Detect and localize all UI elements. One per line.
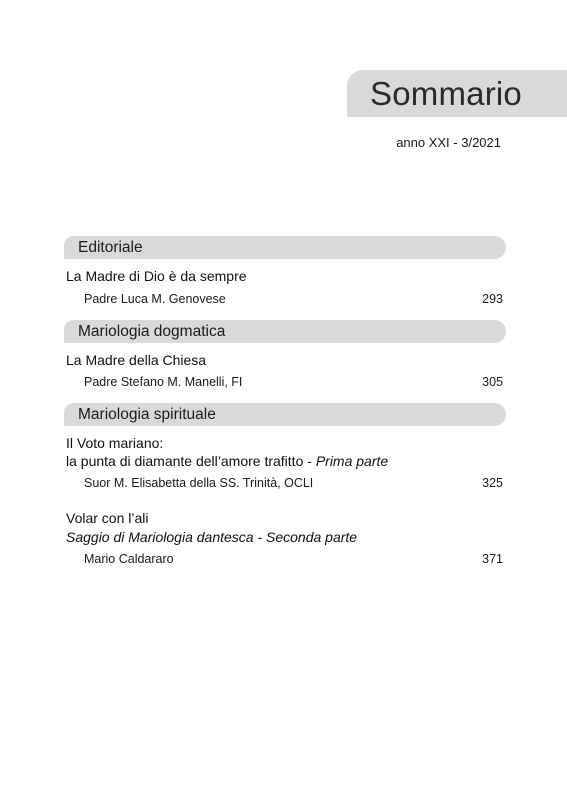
article-author: Mario Caldararo: [84, 552, 174, 566]
article-subtitle: Saggio di Mariologia dantesca - Seconda parte: [66, 529, 358, 545]
article-title-line2: [66, 452, 388, 470]
article-author: Suor M. Elisabetta della SS. Trinità, OCLI: [84, 476, 314, 490]
article-title: La Madre di Dio è da sempre: [66, 268, 247, 284]
article-title: La Madre della Chiesa: [66, 352, 207, 368]
article-title-part: Prima parte: [315, 453, 389, 469]
article-page-number: 305: [482, 375, 503, 389]
issue-label: anno XXI - 3/2021: [396, 135, 501, 150]
article-author: Padre Stefano M. Manelli, FI: [84, 375, 243, 389]
section-label-mariologia-dogmatica: Mariologia dogmatica: [78, 323, 226, 340]
article-page-number: 325: [482, 476, 503, 490]
article-page-number: 371: [482, 552, 503, 566]
section-label-mariologia-spirituale: Mariologia spirituale: [78, 406, 216, 423]
article-title-line1: Volar con l’ali: [66, 510, 149, 526]
article-title-line1: Il Voto mariano:: [66, 435, 164, 451]
section-label-editoriale: Editoriale: [78, 239, 143, 256]
article-title-line2-text: la punta di diamante dell’amore trafitto -: [66, 453, 316, 469]
page-title: Sommario: [370, 75, 522, 112]
article-author: Padre Luca M. Genovese: [84, 292, 226, 306]
article-page-number: 293: [482, 292, 503, 306]
